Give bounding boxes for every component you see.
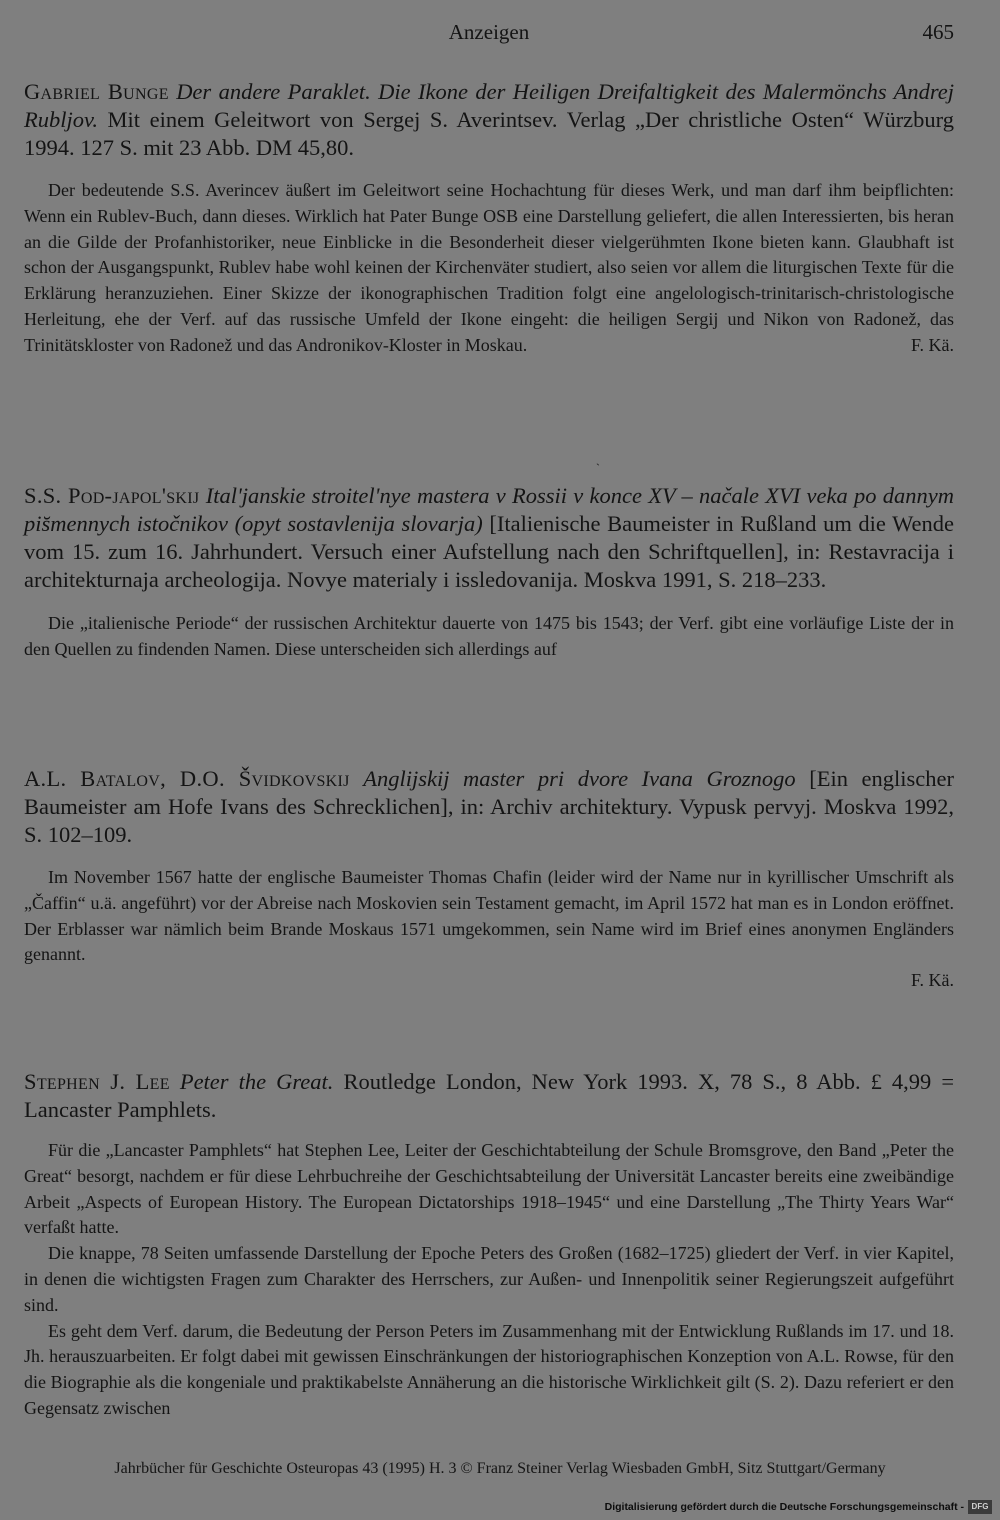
citation: [24, 765, 954, 849]
running-title: Anzeigen: [448, 20, 530, 44]
journal-footer: Jahrbücher für Geschichte Osteuropas 43 (1995) H. 3 © Franz Steiner Verlag Wiesbaden GmbH, Sitz Stuttgart/Germany: [114, 1460, 886, 1477]
entry-publication-details: Mit einem Geleitwort von Sergej S. Averintsev. Verlag „Der christliche Osten“ Würzburg 1994. 127 S. mit 23 Abb. DM 45,80.: [24, 107, 955, 160]
reviewer-initials: F. Kä.: [910, 970, 954, 991]
citation: [24, 482, 954, 594]
citation: [24, 1068, 954, 1124]
entry-publication-details: [Ein englischer Baumeister am Hofe Ivans des Schrecklichen], in: Archiv architektury. Vypusk pervyj. Moskva 1992, S. 102–109.: [24, 766, 955, 847]
print-mark: ˎ: [596, 452, 600, 466]
review-paragraph: Die „italienische Periode“ der russischen Architektur dauerte von 1475 bis 1543; der Verf. gibt eine vorläufige Liste der in den Quellen zu findenden Namen. Diese unterscheiden sich allerdings auf: [24, 613, 954, 659]
entry-publication-details: Routledge London, New York 1993. X, 78 S., 8 Abb. £ 4,99 = Lancaster Pamphlets.: [24, 1069, 955, 1122]
review-paragraph: Der bedeutende S.S. Averincev äußert im Geleitwort seine Hochachtung für dieses Werk, und man darf ihm beipflichten: Wenn ein Rublev-Buch, dann dieses. Wirklich hat Pater Bunge OSB eine Darstellung geliefert, die allen Interessierten, bis heran an die Gilde der Profanhistoriker, neue Einblicke in die Besonderheit dieser vielgerühmten Ikone bieten kann. Glaubhaft ist schon der Ausgangspunkt, Rublev habe wohl keinen der Kirchenväter studiert, also seien vor allem die liturgischen Texte für die Erklärung heranzuziehen. Einer Skizze der ikonographischen Tradition folgt eine angelologisch-trinitarisch-christologische Herleitung, ehe der Verf. auf das russische Umfeld der Ikone eingeht: die heiligen Sergij und Nikon von Radonež, das Trinitätskloster von Radonež und das Andronikov-Kloster in Moskau.: [24, 180, 954, 355]
reviewer-initials: F. Kä.: [910, 334, 954, 355]
review-paragraph: Im November 1567 hatte der englische Baumeister Thomas Chafin (leider wird der Name nur in kyrillischer Umschrift als „Čaffin“ u.ä. angeführt) vor der Abreise nach Moskovien sein Testament gemacht, im April 1572 hat man es in London eröffnet. Der Erblasser war nämlich beim Brande Moskaus 1571 umgekommen, sein Name wird im Brief eines anonymen Engländers genannt.: [24, 867, 954, 965]
entry-author: S.S. Pod-japol'skij: [24, 483, 200, 508]
dfg-logo: DFG: [968, 1500, 992, 1514]
entry-title: Anglijskij master pri dvore Ivana Groznogo: [363, 766, 796, 791]
entry-author: Stephen J. Lee: [24, 1069, 170, 1094]
review-paragraph: Für die „Lancaster Pamphlets“ hat Stephen Lee, Leiter der Geschichtabteilung der Schule Bromsgrove, den Band „Peter the Great“ besorgt, nachdem er für diese Lehrbuchreihe der Geschichtsabteilung der Universität Lancaster bereits eine zweibändige Arbeit „Aspects of European History. The European Dictatorships 1918–1945“ und eine Darstellung „The Thirty Years War“ verfaßt hatte.: [24, 1140, 954, 1238]
review-entry-bunge: [24, 78, 954, 359]
review-entry-podjapolskij: [24, 482, 954, 663]
entry-title: Der andere Paraklet. Die Ikone der Heiligen Dreifaltigkeit des Malermönchs Andrej Rubljov.: [24, 79, 954, 132]
entry-author: A.L. Batalov, D.O. Švidkovskij: [24, 766, 350, 791]
entry-title: Peter the Great.: [179, 1069, 334, 1094]
review-paragraph: Die knappe, 78 Seiten umfassende Darstellung der Epoche Peters des Großen (1682–1725) gliedert der Verf. in vier Kapitel, in denen die wichtigsten Fragen zum Charakter des Herrschers, zur Außen- und Innenpolitik seiner Regierungszeit aufgeführt sind.: [24, 1243, 954, 1315]
digitization-note: Digitalisierung gefördert durch die Deutsche Forschungsgemeinschaft -: [604, 1501, 964, 1513]
page-number: 465: [922, 20, 954, 44]
entry-title: Ital'janskie stroitel'nye mastera v Rossii v konce XV – načale XVI veka po dannym pis̆mennych istočnikov (opyt sostavlenija slovarja): [24, 483, 955, 536]
citation: [24, 78, 954, 162]
running-head: [24, 20, 954, 50]
review-entry-batalov: [24, 765, 954, 994]
entry-author: Gabriel Bunge: [24, 79, 169, 104]
review-paragraph: Es geht dem Verf. darum, die Bedeutung der Person Peters im Zusammenhang mit der Entwicklung Rußlands im 17. und 18. Jh. herauszuarbeiten. Er folgt dabei mit gewissen Einschränkungen der historiographischen Konzeption von A.L. Rowse, für den die Biographie als die kongeniale und praktikabelste Annäherung an die historische Wirklichkeit gilt (S. 2). Dazu referiert er den Gegensatz zwischen: [24, 1320, 954, 1418]
entry-publication-details: [Italienische Baumeister in Rußland um die Wende vom 15. zum 16. Jahrhundert. Versuch einer Aufstellung nach den Schriftquellen], in: Restavracija i architekturnaja archeologija. Novye materialy i issledovanija. Moskva 1991, S. 218–233.: [24, 511, 955, 592]
review-entry-lee: [24, 1068, 954, 1422]
